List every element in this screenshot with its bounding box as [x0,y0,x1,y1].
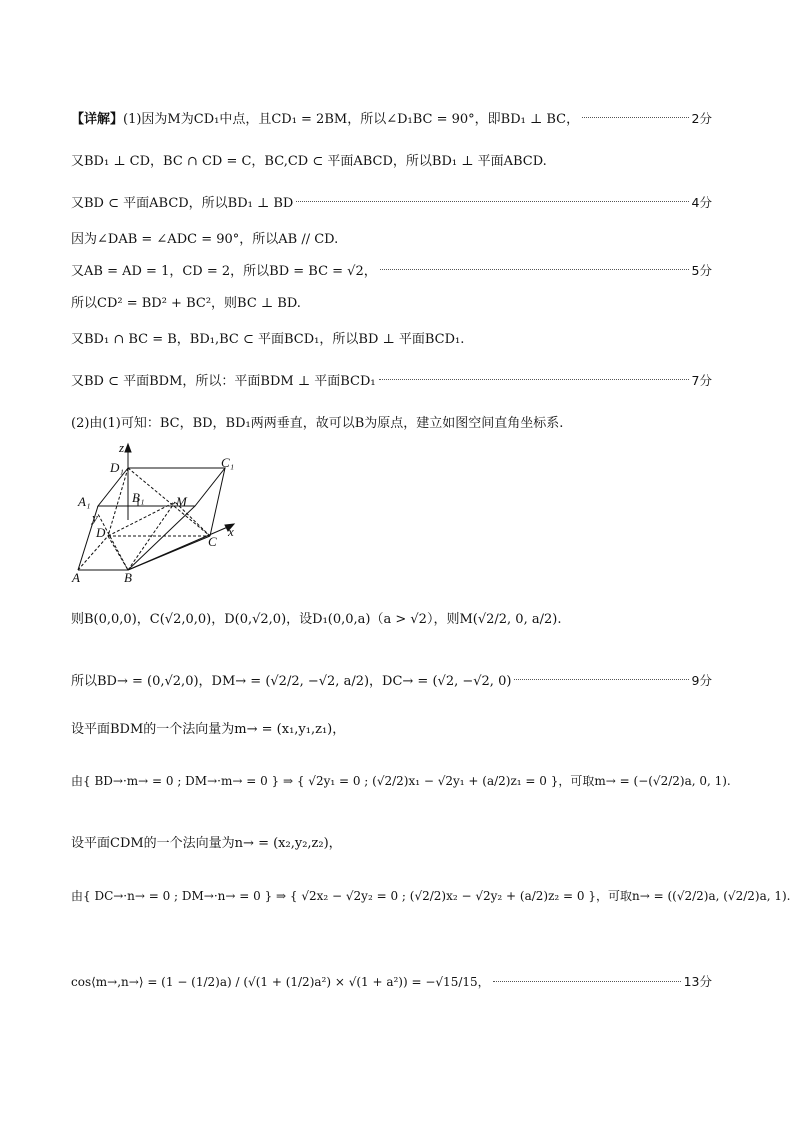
solution-line-1 [71,108,712,127]
label-z: z [119,440,125,455]
solution-line-3 [71,192,712,211]
solution-line-16 [71,972,712,990]
solution-line-8 [71,370,712,389]
line-text: 又BD₁ ∩ BC = B，BD₁,BC ⊂ 平面BCD₁，所以BD ⊥ 平面BCD₁. [71,332,465,347]
solution-line-4 [71,228,712,247]
line-text: 由{ BD→·m→ = 0 ; DM→·m→ = 0 } ⇒ { √2y₁ = 0 ; (√2/2)x₁ − √2y₁ + (a/2)z₁ = 0 }，可取m→ = (−(√2/2)a, 0, 1). [71,774,731,788]
label-b1: B₁ [132,490,145,505]
line-text: 设平面BDM的一个法向量为m→ = (x₁,y₁,z₁)， [71,722,346,737]
score-label: 2分 [691,110,712,126]
line-text: 又AB = AD = 1，CD = 2，所以BD = BC = √2， [71,264,377,279]
solution-line-6 [71,292,712,311]
edge-ad [78,536,108,570]
leader-dots [380,269,689,270]
solution-line-12 [71,718,712,737]
line-text: 又BD ⊂ 平面BDM，所以：平面BDM ⊥ 平面BCD₁ [71,374,376,389]
solution-line-11 [71,670,712,689]
label-c1: C₁ [221,455,235,470]
label-d: D [96,525,106,540]
line-text: (2)由(1)可知：BC，BD，BD₁两两垂直，故可以B为原点，建立如图空间直角坐标系. [71,416,564,431]
leader-dots [296,201,688,202]
edge-d1d [108,468,128,536]
solution-line-2 [71,150,712,169]
score-label: 4分 [691,194,712,210]
label-a: A [72,570,80,585]
line-text: 则B(0,0,0)，C(√2,0,0)，D(0,√2,0)，设D₁(0,0,a)（a > √2），则M(√2/2, 0, a/2). [71,612,562,627]
solution-line-9 [71,412,712,431]
edge-b1b [128,506,195,570]
score-label: 7分 [691,372,712,388]
solution-line-15 [71,887,791,904]
solution-line-5 [71,260,712,279]
leader-dots [379,379,689,380]
leader-dots [514,679,688,680]
line-text: 由{ DC→·n→ = 0 ; DM→·n→ = 0 } ⇒ { √2x₂ − √2y₂ = 0 ; (√2/2)x₂ − √2y₂ + (a/2)z₂ = 0 }，可取n→ = ((√2/2)a, (√2/2)a, 1). [71,889,791,903]
score-label: 5分 [691,262,712,278]
solution-line-10 [71,608,712,627]
leader-dots [582,117,688,118]
label-y: y [92,510,98,525]
label-d1: D₁ [110,460,124,475]
solution-line-7 [71,328,712,347]
parallelepiped-figure [70,440,250,585]
line-text: (1)因为M为CD₁中点，且CD₁ = 2BM，所以∠D₁BC = 90°，即BD₁ ⊥ BC， [123,112,580,127]
line-text: 因为∠DAB = ∠ADC = 90°，所以AB // CD. [71,232,339,247]
line-text: 又BD₁ ⊥ CD，BC ∩ CD = C，BC,CD ⊂ 平面ABCD，所以BD₁ ⊥ 平面ABCD. [71,154,547,169]
edge-dm [108,502,175,536]
solution-line-14 [71,832,712,851]
label-b: B [124,570,132,585]
line-text: cos⟨m→,n→⟩ = (1 − (1/2)a) / (√(1 + (1/2)a²) × √(1 + a²)) = −√15/15， [71,974,490,989]
leader-dots [493,981,681,982]
line-text: 所以BD→ = (0,√2,0)，DM→ = (√2/2, −√2, a/2)，DC→ = (√2, −√2, 0) [71,674,512,689]
line-text: 又BD ⊂ 平面ABCD，所以BD₁ ⊥ BD [71,196,294,211]
line-text: 设平面CDM的一个法向量为n→ = (x₂,y₂,z₂)， [71,836,342,851]
label-a1: A₁ [78,494,91,509]
score-label: 13分 [683,974,712,989]
z-axis-arrow [125,444,131,452]
label-x: x [228,524,234,539]
score-label: 9分 [691,672,712,688]
solution-line-13 [71,772,731,789]
line-text: 所以CD² = BD² + BC²，则BC ⊥ BD. [71,296,301,311]
detail-heading: 【详解】 [71,112,124,127]
label-c: C [208,534,217,549]
label-m: M [176,494,187,509]
